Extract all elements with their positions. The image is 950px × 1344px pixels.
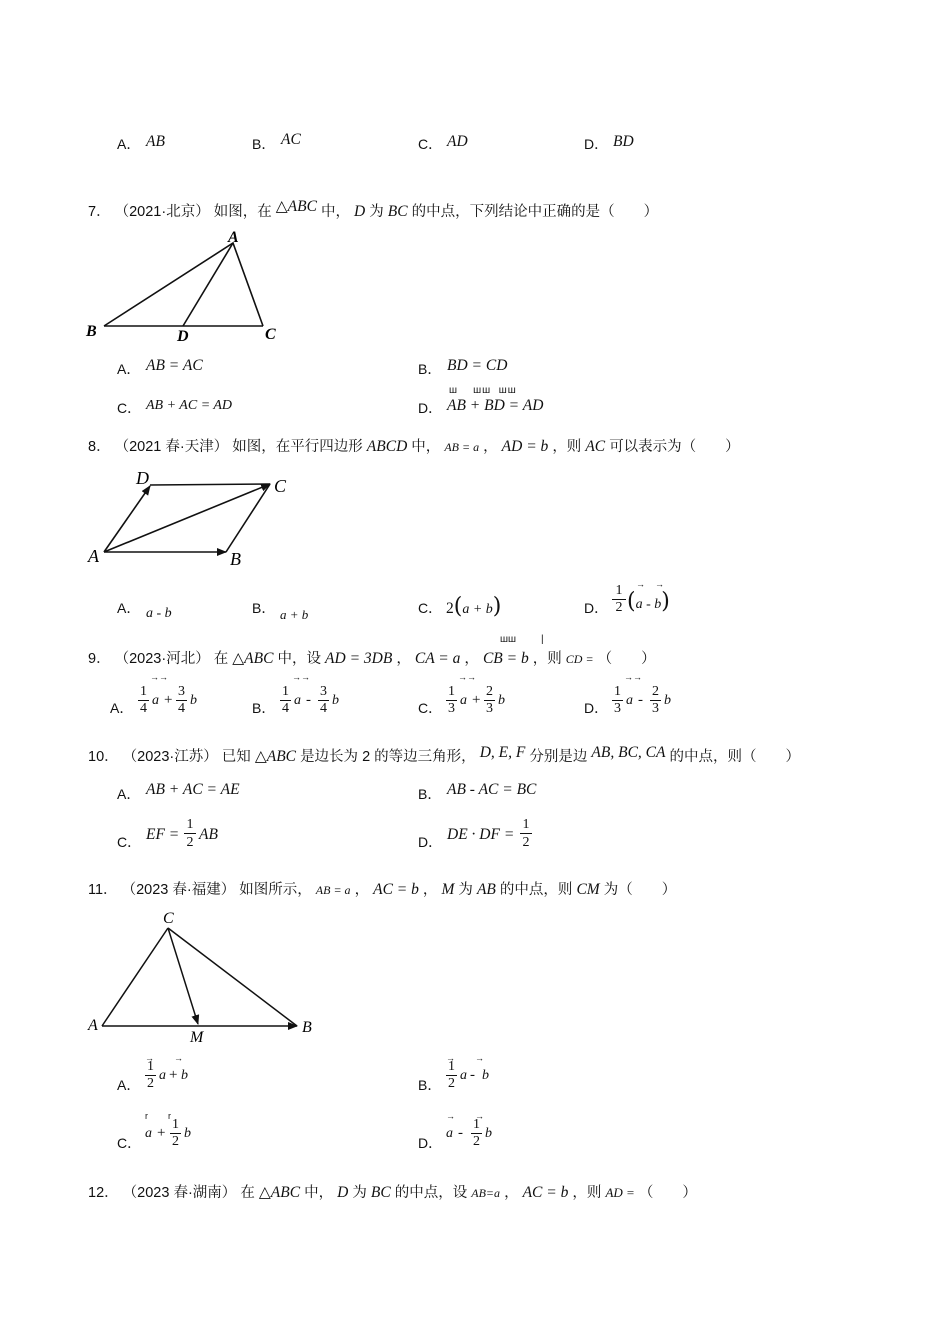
option-label[interactable]: D．	[584, 700, 609, 716]
option-label[interactable]: B．	[252, 700, 276, 716]
option-expr: AB - AC = BC	[447, 781, 537, 798]
paren: (	[453, 594, 463, 619]
math-expr: D	[354, 203, 366, 220]
math-expr: AD =	[605, 1185, 635, 1200]
numerator: 1	[147, 1059, 154, 1074]
vector-var: a	[460, 1068, 467, 1083]
math-expr: AB=a	[471, 1186, 501, 1200]
option-label[interactable]: B．	[418, 361, 442, 377]
fraction	[471, 1117, 482, 1150]
numerator: 1	[172, 1117, 179, 1132]
point-label: D	[136, 468, 149, 488]
option-expr: BD = CD	[447, 357, 508, 374]
option-label[interactable]: D．	[418, 400, 443, 416]
point-label: C	[265, 326, 276, 343]
stem-text: 在	[240, 1185, 255, 1201]
stem-text: ，	[396, 651, 411, 667]
paren: )	[661, 589, 670, 614]
vector-arrows: r r	[145, 1111, 171, 1121]
vector-var: b	[482, 1068, 489, 1083]
numerator: 2	[486, 684, 493, 699]
point-label: B	[230, 549, 241, 569]
operator: -	[458, 1125, 463, 1141]
vector-var: a	[626, 693, 633, 708]
option-label[interactable]: B．	[418, 1077, 442, 1093]
math-expr: AC = b	[522, 1184, 569, 1201]
inner-expr: a - b	[635, 597, 662, 612]
stem-text: （ ）	[597, 651, 656, 667]
vector-var: a	[159, 1068, 166, 1083]
stem-text: ，	[422, 882, 438, 898]
numerator: 3	[178, 684, 185, 699]
stem-text: 的中点，则	[499, 882, 573, 898]
vector-ac	[104, 484, 270, 552]
vector-var: b	[181, 1068, 188, 1083]
option-label[interactable]: A．	[117, 361, 141, 377]
question-source: （2023·河北）	[114, 651, 210, 667]
option-expr	[627, 589, 670, 614]
option-expr: AB + BD = AD	[447, 397, 544, 414]
stem-text: ，则	[532, 651, 562, 667]
question-source: （2023·江苏）	[122, 749, 218, 765]
numerator: 3	[320, 684, 327, 699]
numerator: 1	[140, 684, 147, 699]
vector-var: a	[294, 693, 301, 708]
vector-arrows: ш шш шш	[449, 385, 517, 396]
vector-arrows: →→	[150, 672, 168, 682]
vector-var: a	[145, 1126, 152, 1141]
math-expr: CM	[576, 881, 600, 898]
fraction	[612, 684, 623, 717]
option-expr: AB + AC = AD	[146, 398, 233, 413]
point-label: B	[86, 323, 97, 340]
math-expr: AB	[476, 881, 496, 898]
stem-text: 分别是边	[529, 749, 588, 765]
numerator: 1	[522, 817, 530, 832]
point-label: A	[88, 1017, 98, 1034]
point-label: M	[190, 1029, 204, 1046]
triangle-figure	[84, 906, 320, 1046]
vector-var: b	[485, 1126, 492, 1141]
stem-text: 中，设	[277, 651, 321, 667]
math-expr: CD =	[565, 652, 594, 666]
stem-text: 的中点，设	[394, 1185, 468, 1201]
point-label: B	[302, 1019, 312, 1036]
option-label[interactable]: C．	[418, 136, 443, 152]
option-lhs: EF =	[146, 826, 180, 843]
denominator: 4	[140, 701, 147, 716]
stem-text: 如图所示，	[239, 882, 312, 898]
stem-text: 的中点，下列结论中正确的是（ ）	[411, 204, 659, 220]
math-expr: AD = 3DB	[325, 650, 393, 667]
vector-cm	[168, 928, 198, 1024]
question-source: （2023 春·福建）	[121, 882, 236, 898]
option-expr: AB + AC = AE	[146, 781, 240, 798]
option-expr: AC	[281, 131, 301, 148]
fraction	[318, 684, 329, 717]
vector-arrows: → →	[446, 1053, 485, 1063]
option-expr: AD	[447, 133, 468, 150]
vector-arrows: → →	[145, 1053, 184, 1063]
option-label[interactable]: C．	[117, 1135, 142, 1151]
point-label: A	[88, 546, 99, 566]
option-label[interactable]: D．	[584, 600, 609, 616]
parallelogram-figure	[84, 464, 294, 570]
math-expr: D	[337, 1184, 349, 1201]
vector-arrows: →→	[292, 672, 310, 682]
denominator: 2	[172, 1134, 179, 1149]
option-label[interactable]: D．	[584, 136, 609, 152]
option-expr: a + b	[280, 607, 309, 622]
fraction	[520, 816, 532, 851]
paren: (	[627, 589, 636, 614]
fraction	[484, 684, 495, 717]
stem-text: 可以表示为（ ）	[609, 439, 740, 455]
math-expr: M	[441, 881, 455, 898]
fraction	[138, 684, 149, 717]
option-label[interactable]: A．	[117, 786, 141, 802]
question-number: 11．	[88, 882, 118, 898]
denominator: 3	[448, 701, 455, 716]
stem-text: 已知	[221, 749, 251, 765]
numerator: 1	[186, 817, 194, 832]
fraction	[170, 1117, 181, 1150]
inner-expr: a + b	[462, 602, 493, 617]
denominator: 2	[147, 1076, 154, 1091]
option-lhs: DE · DF =	[447, 826, 515, 843]
math-expr: △ABC	[258, 1184, 301, 1201]
option-expr: BD	[613, 133, 634, 150]
option-label[interactable]: B．	[252, 600, 276, 616]
math-expr: AC = b	[373, 881, 419, 898]
side-ac	[102, 928, 168, 1026]
operator: +	[157, 1125, 166, 1141]
math-expr: AB = a	[444, 440, 480, 454]
operator: +	[472, 692, 481, 708]
stem-text: 如图，在平行四边形	[232, 439, 363, 455]
question-stem	[88, 1181, 697, 1202]
denominator: 4	[320, 701, 327, 716]
numerator: 1	[448, 1059, 455, 1074]
option-label[interactable]: B．	[418, 786, 442, 802]
denominator: 3	[614, 701, 621, 716]
point-label: C	[274, 476, 287, 496]
stem-text: 为	[369, 204, 384, 220]
operator: +	[164, 692, 173, 708]
stem-text: 为	[458, 882, 473, 898]
option-label[interactable]: C．	[117, 834, 142, 850]
denominator: 3	[486, 701, 493, 716]
option-label[interactable]: D．	[418, 834, 443, 850]
operator: -	[470, 1067, 475, 1083]
question-stem	[88, 647, 656, 668]
math-expr: BC	[387, 203, 408, 220]
denominator: 2	[520, 833, 532, 851]
denominator: 2	[184, 833, 196, 851]
stem-text: 如图，在	[213, 204, 272, 220]
math-expr: AB = a	[315, 883, 351, 897]
numerator: 1	[615, 583, 623, 598]
fraction	[446, 1059, 457, 1092]
side-bc	[226, 484, 270, 552]
option-rhs: AB	[199, 826, 218, 843]
median-line	[183, 243, 233, 326]
denominator: 4	[282, 701, 289, 716]
option-label[interactable]: C．	[418, 700, 443, 716]
option-expr: AB	[146, 133, 165, 150]
option-label[interactable]: D．	[418, 1135, 443, 1151]
numerator: 2	[652, 684, 659, 699]
coefficient: 2	[446, 600, 454, 617]
stem-text: 在	[213, 651, 229, 667]
math-expr: CB = b	[482, 650, 529, 667]
stem-text: 为（ ）	[603, 882, 677, 898]
denominator: 2	[612, 599, 626, 616]
math-expr: △ABC	[254, 748, 297, 765]
vector-var: b	[664, 693, 671, 708]
math-expr: △ABC	[232, 650, 274, 667]
math-expr: AC	[585, 438, 606, 455]
question-source: （2023 春·湖南）	[122, 1185, 237, 1201]
vector-arrows: →→	[624, 672, 642, 682]
vector-var: b	[190, 693, 197, 708]
vector-arrows: →→	[458, 672, 476, 682]
side-cb	[168, 928, 297, 1026]
question-source: （2021 春·天津）	[114, 439, 229, 455]
vector-var: a	[152, 693, 159, 708]
stem-text: 中，	[304, 1185, 334, 1201]
fraction	[650, 684, 661, 717]
stem-text: ，	[464, 651, 479, 667]
option-label[interactable]: B．	[252, 136, 276, 152]
option-expr	[446, 594, 501, 619]
option-label[interactable]: A．	[117, 136, 141, 152]
vector-var: b	[184, 1126, 191, 1141]
option-label[interactable]: A．	[110, 700, 134, 716]
option-label[interactable]: A．	[117, 1077, 141, 1093]
math-expr: BC	[370, 1184, 391, 1201]
fraction	[145, 1059, 156, 1092]
stem-text: ，则	[572, 1185, 602, 1201]
option-label[interactable]: C．	[418, 600, 443, 616]
question-source: （2021·北京）	[114, 204, 210, 220]
stem-text: ，	[354, 882, 370, 898]
point-label: D	[177, 328, 189, 344]
paren: )	[492, 594, 502, 619]
question-number: 12．	[88, 1185, 119, 1201]
denominator: 3	[652, 701, 659, 716]
stem-text: 是边长为 2 的等边三角形，	[300, 749, 476, 765]
question-stem	[88, 745, 800, 766]
question-number: 9．	[88, 651, 111, 667]
denominator: 2	[448, 1076, 455, 1091]
vector-arrows: шш |	[500, 634, 544, 645]
stem-text: 中，	[321, 204, 350, 220]
numerator: 1	[473, 1117, 480, 1132]
question-stem	[88, 878, 676, 899]
stem-text: 中，	[411, 439, 441, 455]
question-number: 8．	[88, 439, 111, 455]
operator: -	[638, 692, 643, 708]
stem-text: 的中点，则（ ）	[669, 749, 801, 765]
vector-var: b	[498, 693, 505, 708]
math-expr: △ABC	[275, 198, 317, 215]
math-expr: D, E, F	[479, 744, 526, 761]
triangle-edges	[104, 243, 263, 326]
vector-var: a	[446, 1126, 453, 1141]
stem-text: （ ）	[638, 1185, 697, 1201]
side-dc	[150, 484, 270, 485]
option-expr: AB = AC	[146, 357, 203, 374]
point-label: A	[228, 229, 239, 246]
vector-var: a	[460, 693, 467, 708]
math-expr: ABCD	[366, 438, 408, 455]
fraction	[176, 684, 187, 717]
option-expr: a - b	[146, 606, 172, 621]
stem-text: ，则	[552, 439, 582, 455]
operator: +	[169, 1067, 178, 1083]
fraction	[446, 684, 457, 717]
denominator: 4	[178, 701, 185, 716]
fraction	[612, 583, 626, 616]
stem-text: ，	[504, 1185, 519, 1201]
vector-arrows: → →	[636, 579, 665, 589]
operator: -	[306, 692, 311, 708]
option-label[interactable]: C．	[117, 400, 142, 416]
vector-var: b	[332, 693, 339, 708]
point-label: C	[163, 910, 174, 927]
numerator: 1	[614, 684, 621, 699]
math-expr: AD = b	[501, 438, 549, 455]
option-label[interactable]: A．	[117, 600, 141, 616]
numerator: 1	[282, 684, 289, 699]
triangle-figure	[82, 226, 282, 344]
question-number: 7．	[88, 204, 111, 220]
denominator: 2	[473, 1134, 480, 1149]
math-expr: AB, BC, CA	[591, 744, 666, 761]
question-stem	[88, 200, 658, 221]
stem-text: ，	[483, 439, 498, 455]
fraction	[280, 684, 291, 717]
vector-arrows: → →	[446, 1111, 485, 1121]
stem-text: 为	[352, 1185, 367, 1201]
math-expr: CA = a	[414, 650, 461, 667]
question-number: 10．	[88, 749, 119, 765]
numerator: 1	[448, 684, 455, 699]
fraction	[184, 816, 196, 851]
question-stem	[88, 435, 740, 456]
